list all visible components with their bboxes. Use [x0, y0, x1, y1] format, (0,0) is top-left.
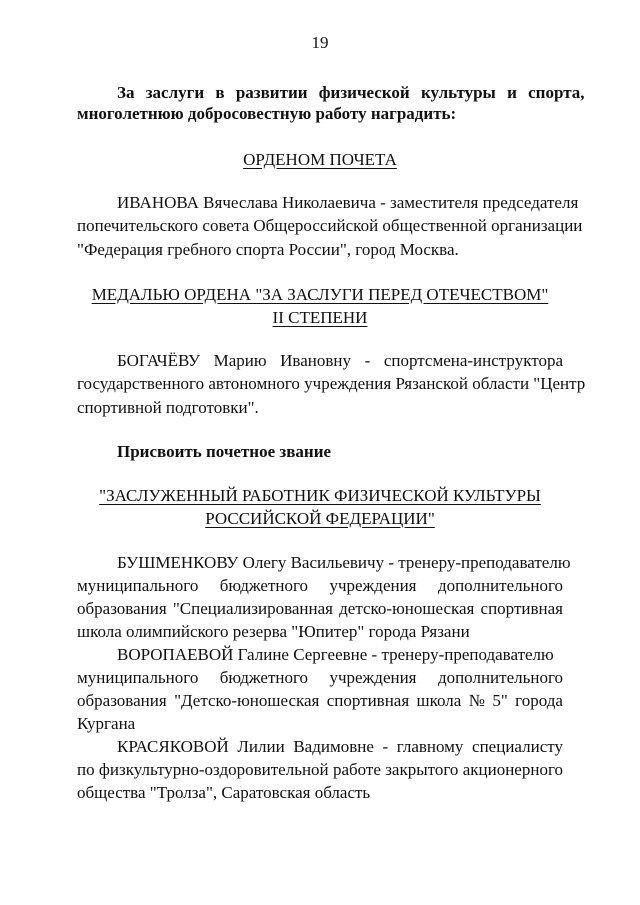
word: специалисту [472, 737, 563, 756]
word: образования [77, 691, 167, 710]
bogacheva-line-1 [117, 351, 563, 371]
bushmenkov-line-3 [77, 599, 563, 619]
page-number: 19 [311, 33, 329, 52]
title-heading-text-2: РОССИЙСКОЙ ФЕДЕРАЦИИ" [205, 509, 435, 528]
assign-title-label: Присвоить почетное звание [117, 442, 332, 461]
word: дополнительного [437, 576, 563, 595]
word: спортивная [326, 691, 410, 710]
order-honor-heading [0, 150, 640, 170]
word: муниципального [77, 576, 199, 595]
title-heading-text-1: "ЗАСЛУЖЕННЫЙ РАБОТНИК ФИЗИЧЕСКОЙ КУЛЬТУРЫ [99, 486, 541, 505]
word: Ивановну [280, 351, 352, 370]
voropaeva-line-1: ВОРОПАЕВОЙ Галине Сергеевне - тренеру-преподавателю [117, 645, 554, 664]
word: детско-юношеская [339, 599, 475, 618]
word: "Специализированная [172, 599, 333, 618]
medal-heading-line-2 [0, 308, 640, 328]
krasyakova-line-1 [117, 737, 563, 757]
word: акционерного [462, 760, 563, 779]
voropaeva-line-2 [77, 668, 563, 688]
word: № [468, 691, 485, 710]
word: учреждения [329, 576, 417, 595]
voropaeva-line-4: Кургана [77, 714, 136, 733]
word: по [77, 760, 95, 779]
word: Вадимовне [293, 737, 374, 756]
intro-text: За заслуги в развитии физической культуры и спорта, [117, 83, 585, 102]
word: спортсмена-инструктора [383, 351, 563, 370]
word: образования [77, 599, 167, 618]
word: БОГАЧЁВУ [117, 351, 201, 370]
word: КРАСЯКОВОЙ [117, 737, 229, 756]
word: "Детско-юношеская [174, 691, 320, 710]
medal-heading-text-2: II СТЕПЕНИ [272, 308, 368, 327]
word: - [382, 737, 389, 756]
bogacheva-line-3: спортивной подготовки". [77, 398, 259, 417]
medal-heading-line-1 [0, 285, 640, 305]
ivanov-line-3: "Федерация гребного спорта России", город Москва. [77, 240, 459, 259]
word: города [515, 691, 563, 710]
word: дополнительного [437, 668, 563, 687]
word: Лилии [237, 737, 285, 756]
medal-heading-text-1: МЕДАЛЬЮ ОРДЕНА "ЗА ЗАСЛУГИ ПЕРЕД ОТЕЧЕСТВОМ" [91, 285, 549, 304]
intro-line-1 [117, 83, 585, 103]
word: бюджетного [219, 576, 309, 595]
title-heading-line-2 [0, 509, 640, 529]
word: муниципального [77, 668, 199, 687]
bogacheva-line-2: государственного автономного учреждения Рязанской области "Центр [77, 374, 586, 393]
word: Марию [213, 351, 267, 370]
order-honor-heading-text: ОРДЕНОМ ПОЧЕТА [243, 150, 397, 169]
word: 5" [492, 691, 508, 710]
word: работе [332, 760, 381, 779]
word: физкультурно-оздоровительной [98, 760, 329, 779]
bushmenkov-line-1: БУШМЕНКОВУ Олегу Васильевичу - тренеру-преподавателю [117, 553, 571, 572]
bushmenkov-line-4: школа олимпийского резерва "Юпитер" города Рязани [77, 622, 470, 641]
word: спортивная [480, 599, 563, 618]
word: бюджетного [219, 668, 309, 687]
word: главному [396, 737, 464, 756]
word: учреждения [329, 668, 417, 687]
ivanov-line-2: попечительского совета Общероссийской общественной организации [77, 216, 583, 235]
title-heading-line-1 [0, 486, 640, 506]
krasyakova-line-3: общества "Тролза", Саратовская область [77, 783, 371, 802]
intro-line-2: многолетнюю добросовестную работу наградить: [77, 104, 457, 123]
word: школа [416, 691, 462, 710]
voropaeva-line-3 [77, 691, 563, 711]
krasyakova-line-2 [77, 760, 563, 780]
word: - [364, 351, 371, 370]
bushmenkov-line-2 [77, 576, 563, 596]
word: закрытого [385, 760, 459, 779]
ivanov-line-1: ИВАНОВА Вячеслава Николаевича - заместителя председателя [117, 193, 579, 212]
